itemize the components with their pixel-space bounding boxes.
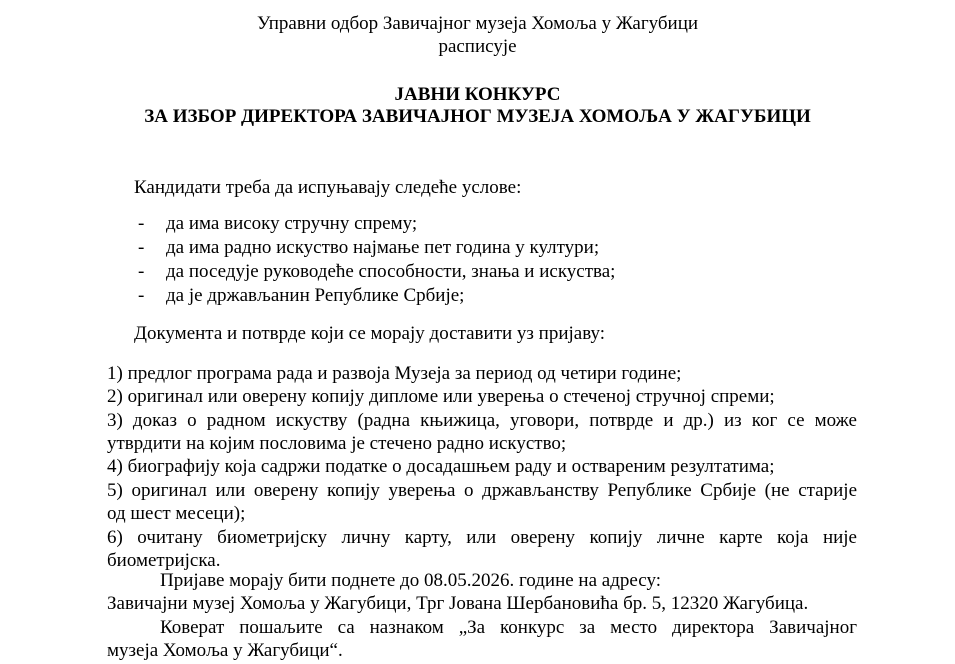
document-item: 6) очитану биометријску личну карту, или оверену копију личне карте која није xyxy=(107,527,857,548)
condition-item: да поседује руководеће способности, знања и искуства; xyxy=(166,261,616,282)
envelope-instruction-continuation: музеја Хомоља у Жагубици“. xyxy=(107,640,343,661)
document-item-continuation: утврдити на којим пословима је стечено радно искуство; xyxy=(107,433,567,454)
condition-item: да има високу стручну спрему; xyxy=(166,213,418,234)
bullet-dash: - xyxy=(138,285,145,306)
title-line-2: ЗА ИЗБОР ДИРЕКТОРА ЗАВИЧАЈНОГ МУЗЕЈА ХОМОЉА У ЖАГУБИЦИ xyxy=(144,106,811,127)
document-item: 2) оригинал или оверену копију дипломе или уверења о стеченој стручној спреми; xyxy=(107,386,775,407)
document-item-continuation: од шест месеци); xyxy=(107,503,246,524)
condition-item: да је држављанин Републике Србије; xyxy=(166,285,465,306)
title-line-1: ЈАВНИ КОНКУРС xyxy=(394,84,561,105)
bullet-dash: - xyxy=(138,213,145,234)
submission-address: Завичајни музеј Хомоља у Жагубици, Трг Јована Шербановића бр. 5, 12320 Жагубица. xyxy=(107,593,809,614)
condition-item: да има радно искуство најмање пет година у култури; xyxy=(166,237,600,258)
document-item: 1) предлог програма рада и развоја Музеја за период од четири године; xyxy=(107,363,682,384)
document-item: 4) биографију која садржи податке о досадашњем раду и оствареним резултатима; xyxy=(107,456,775,477)
envelope-instruction: Коверат пошаљите са назнаком „За конкурс за место директора Завичајног xyxy=(160,617,857,638)
document-item-continuation: биометријска. xyxy=(107,550,221,571)
document-item: 3) доказ о радном искуству (радна књижица, уговори, потврде и др.) из ког се може xyxy=(107,410,857,431)
header-line-1: Управни одбор Завичајног музеја Хомоља у Жагубици xyxy=(256,13,699,34)
conditions-intro: Кандидати треба да испуњавају следеће услове: xyxy=(134,177,522,198)
bullet-dash: - xyxy=(138,261,145,282)
documents-intro: Документа и потврде који се морају доставити уз пријаву: xyxy=(134,323,606,344)
document-item: 5) оригинал или оверену копију уверења о држављанству Републике Србије (не старије xyxy=(107,480,857,501)
bullet-dash: - xyxy=(138,237,145,258)
submission-deadline: Пријаве морају бити поднете до 08.05.2026. године на адресу: xyxy=(160,570,662,591)
header-line-2: расписује xyxy=(438,36,517,57)
